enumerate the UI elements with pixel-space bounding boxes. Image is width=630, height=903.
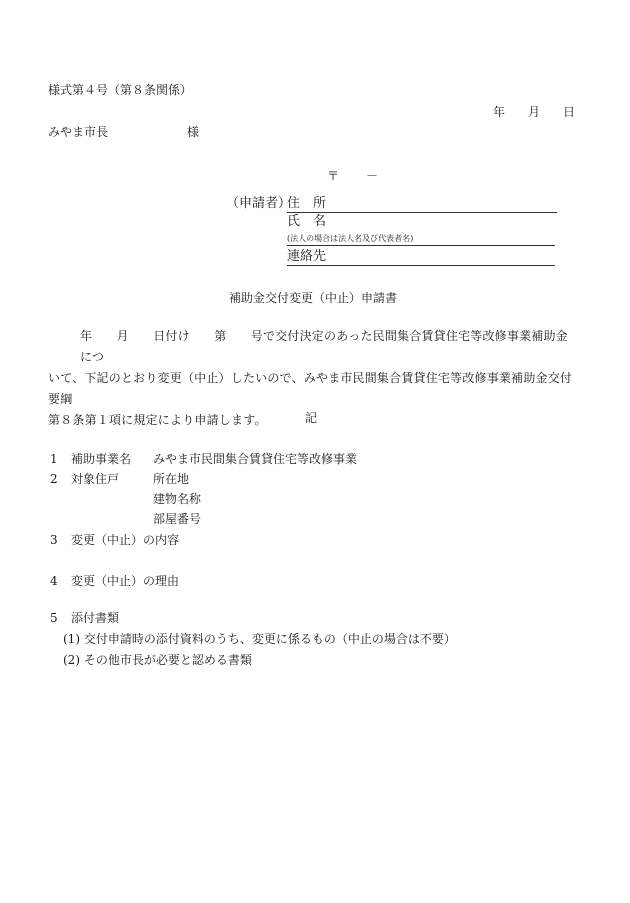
item-2-label: 対象住戸 bbox=[71, 472, 120, 486]
item-5-sub-2: (2) その他市長が必要と認める書類 bbox=[63, 653, 252, 667]
item-5-label: 添付書類 bbox=[71, 611, 120, 625]
contact-label: 連絡先 bbox=[287, 249, 327, 264]
honorific: 様 bbox=[187, 125, 200, 139]
name-line bbox=[287, 245, 555, 246]
document-title: 補助金交付変更（中止）申請書 bbox=[229, 291, 398, 305]
item-2-number: 2 bbox=[50, 472, 58, 486]
name-note: (法人の場合は法人名及び代表者名) bbox=[287, 234, 414, 243]
name-label: 氏 名 bbox=[287, 214, 327, 229]
date-year: 年 bbox=[493, 105, 506, 119]
item-5-sub-1: (1) 交付申請時の添付資料のうち、変更に係るもの（中止の場合は不要） bbox=[63, 632, 456, 646]
body-line-3: 第８条第１項に規定により申請します。 bbox=[48, 413, 267, 427]
form-number: 様式第４号（第８条関係） bbox=[48, 83, 193, 97]
item-1-number: 1 bbox=[50, 452, 58, 466]
date-day: 日 bbox=[563, 105, 576, 119]
item-2-sub-building: 建物名称 bbox=[153, 492, 202, 506]
body-line-1: 年 月 日付け 第 号で交付決定のあった民間集合賃貸住宅等改修事業補助金につ bbox=[80, 329, 568, 364]
item-1-label: 補助事業名 bbox=[71, 452, 132, 466]
postal-dash: － bbox=[366, 169, 379, 183]
ki-mark: 記 bbox=[305, 411, 318, 425]
item-3-label: 変更（中止）の内容 bbox=[71, 533, 180, 547]
address-line bbox=[287, 212, 557, 213]
addressee: みやま市長 bbox=[48, 125, 109, 139]
item-2-sub-location: 所在地 bbox=[153, 472, 190, 486]
address-label: 住 所 bbox=[287, 196, 327, 211]
item-4-number: 4 bbox=[50, 574, 58, 588]
contact-line bbox=[287, 265, 555, 266]
item-2-sub-room: 部屋番号 bbox=[153, 512, 202, 526]
postal-mark: 〒 bbox=[327, 169, 340, 183]
item-3-number: 3 bbox=[50, 533, 58, 547]
applicant-label: （申請者） bbox=[226, 196, 292, 211]
item-4-label: 変更（中止）の理由 bbox=[71, 574, 180, 588]
body-line-2: いて、下記のとおり変更（中止）したいので、みやま市民間集合賃貸住宅等改修事業補助金交付要綱 bbox=[48, 371, 573, 406]
date-month: 月 bbox=[528, 105, 541, 119]
item-5-number: 5 bbox=[50, 611, 58, 625]
item-1-value: みやま市民間集合賃貸住宅等改修事業 bbox=[153, 452, 358, 466]
